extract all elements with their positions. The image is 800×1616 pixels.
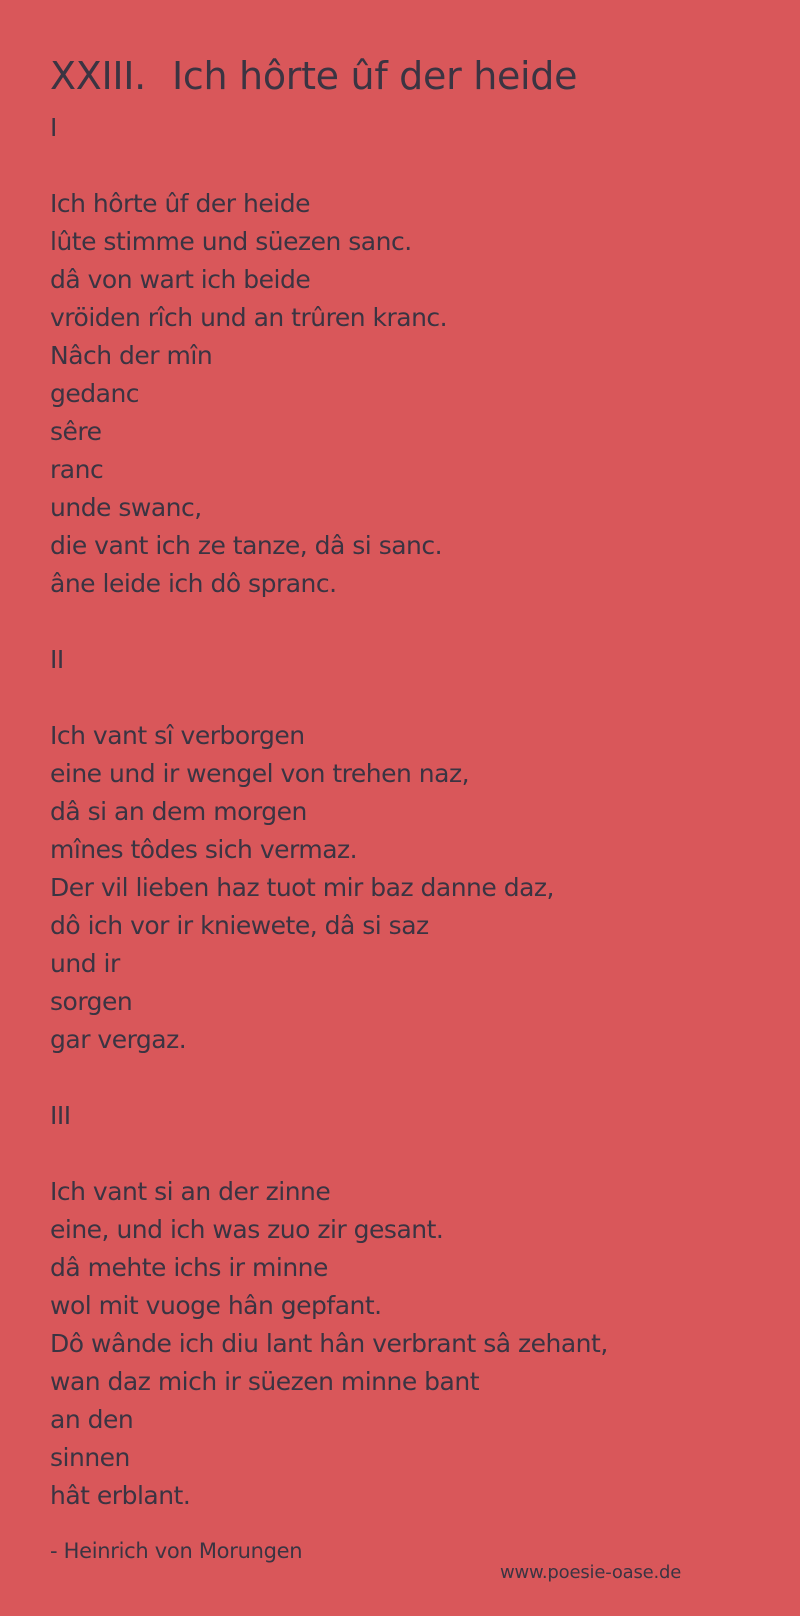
poem-title — [50, 50, 577, 102]
poem-line: unde swanc, — [50, 493, 202, 522]
poem-line: âne leide ich dô spranc. — [50, 569, 337, 598]
poem-line: und ir — [50, 949, 120, 978]
stanza-number: II — [50, 645, 64, 674]
stanza — [50, 109, 770, 641]
poem-line: dâ si an dem morgen — [50, 797, 307, 826]
poem-line: Der vil lieben haz tuot mir baz danne daz, — [50, 873, 554, 902]
stanza-gap — [50, 147, 770, 185]
poem-line: sinnen — [50, 1443, 130, 1472]
poem-line: lûte stimme und süezen sanc. — [50, 227, 412, 256]
stanza-gap — [50, 1135, 770, 1173]
stanza-number: I — [50, 113, 57, 142]
poem-line: sorgen — [50, 987, 133, 1016]
poem-line: Dô wânde ich diu lant hân verbrant sâ zehant, — [50, 1329, 608, 1358]
poem-line: eine, und ich was zuo zir gesant. — [50, 1215, 444, 1244]
poem-line: Nâch der mîn — [50, 341, 213, 370]
website-label: www.poesie-oase.de — [500, 1562, 682, 1583]
poem-line: wol mit vuoge hân gepfant. — [50, 1291, 382, 1320]
poem-number: XXIII. — [50, 54, 146, 98]
poem-line: hât erblant. — [50, 1481, 191, 1510]
poem-line: vröiden rîch und an trûren kranc. — [50, 303, 448, 332]
poem-line: Ich hôrte ûf der heide — [50, 189, 310, 218]
poem-line: dâ mehte ichs ir minne — [50, 1253, 328, 1282]
poem-line: mînes tôdes sich vermaz. — [50, 835, 358, 864]
poem-line: Ich vant si an der zinne — [50, 1177, 331, 1206]
poem-line: die vant ich ze tanze, dâ si sanc. — [50, 531, 443, 560]
poem-line: ranc — [50, 455, 104, 484]
poem-line: dô ich vor ir kniewete, dâ si saz — [50, 911, 429, 940]
poem-line: gedanc — [50, 379, 140, 408]
poem-body — [50, 109, 770, 1515]
stanza-gap — [50, 1059, 770, 1097]
poem-title-text: Ich hôrte ûf der heide — [171, 54, 578, 98]
stanza-number: III — [50, 1101, 71, 1130]
poem-line: gar vergaz. — [50, 1025, 187, 1054]
poem-author: - Heinrich von Morungen — [50, 1539, 303, 1563]
poem-line: wan daz mich ir süezen minne bant — [50, 1367, 480, 1396]
poem-line: an den — [50, 1405, 134, 1434]
poem-line: eine und ir wengel von trehen naz, — [50, 759, 470, 788]
poem-line: sêre — [50, 417, 102, 446]
poem-line: Ich vant sî verborgen — [50, 721, 305, 750]
stanza-gap — [50, 679, 770, 717]
stanza-gap — [50, 603, 770, 641]
poem-line: dâ von wart ich beide — [50, 265, 311, 294]
stanza — [50, 1097, 770, 1515]
stanza — [50, 641, 770, 1097]
